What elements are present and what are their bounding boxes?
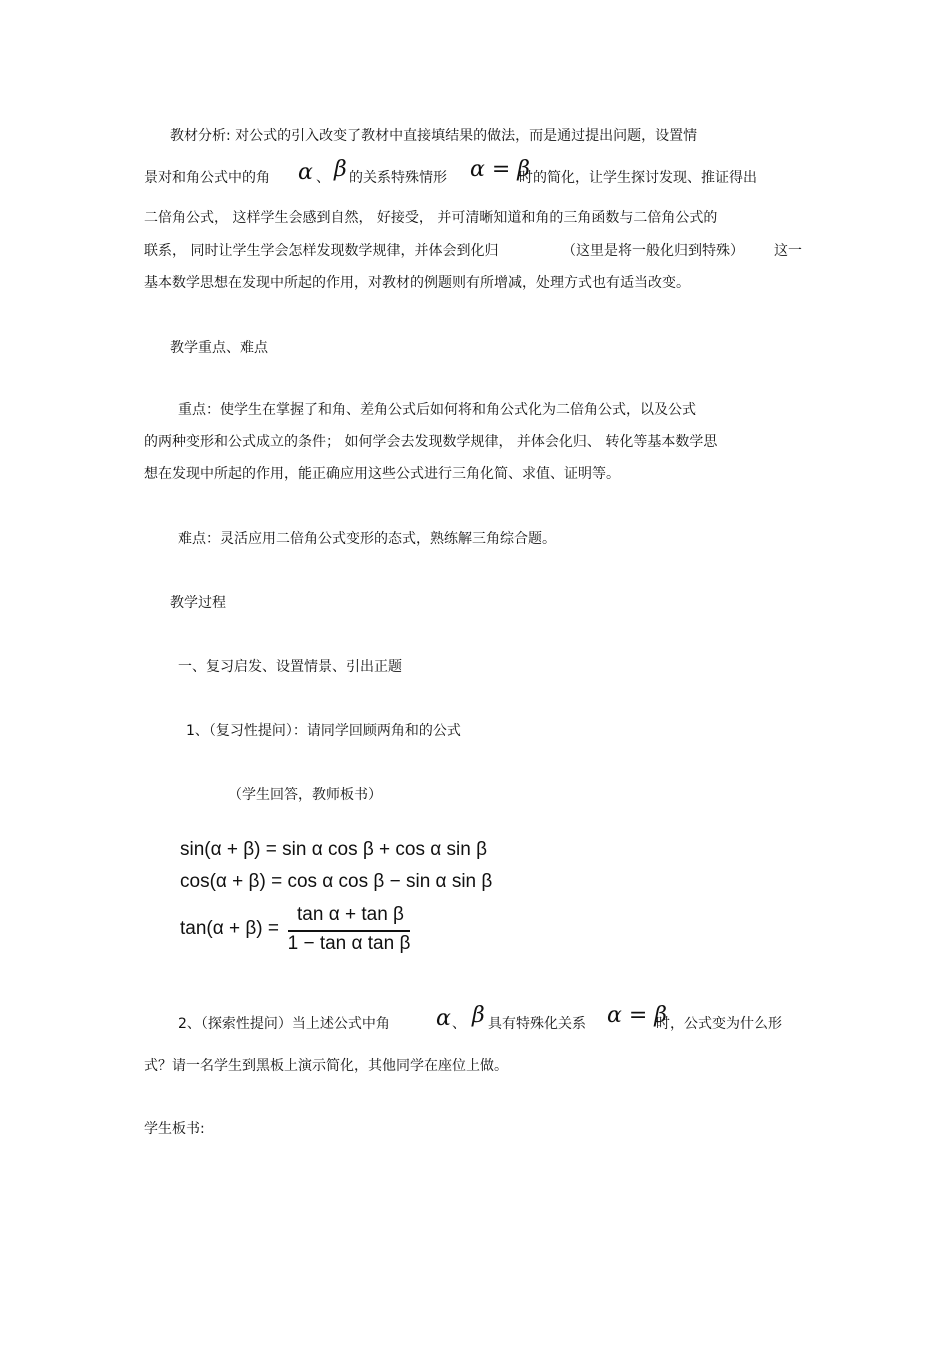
question-1-note: （学生回答，教师板书）	[228, 787, 382, 803]
analysis-line-2c: 时的简化，让学生探讨发现、推证得出	[519, 170, 757, 186]
key-point-line-2: 的两种变形和公式成立的条件； 如何学会去发现数学规律， 并体会化归、 转化等基本数学思	[144, 434, 718, 450]
beta-symbol: β	[472, 1003, 485, 1028]
key-point-line-1: 重点：使学生在掌握了和角、差角公式后如何将和角公式化为二倍角公式，以及公式	[178, 402, 696, 418]
cos-rhs: = cos α cos β − sin α sin β	[271, 871, 493, 892]
beta-symbol: β	[334, 157, 347, 182]
question-2b: 具有特殊化关系	[488, 1016, 586, 1032]
analysis-line-3: 二倍角公式， 这样学生会感到自然， 好接受， 并可清晰知道和角的三角函数与二倍角公式的	[144, 210, 718, 226]
analysis-line-1: 教材分析: 对公式的引入改变了教材中直接填结果的做法，而是通过提出问题，设置情	[170, 128, 698, 144]
separator: 、	[452, 1016, 466, 1032]
process-heading: 教学过程	[170, 595, 226, 611]
separator: 、	[316, 170, 330, 186]
tan-denominator: 1 − tan α tan β	[287, 933, 411, 954]
sin-rhs: = sin α cos β + cos α sin β	[265, 839, 488, 860]
analysis-line-2b: 的关系特殊情形	[349, 170, 447, 186]
question-1: 1、（复习性提问）：请同学回顾两角和的公式	[186, 723, 461, 739]
alpha-symbol: α	[436, 1006, 451, 1031]
analysis-line-5: 基本数学思想在发现中所起的作用，对教材的例题则有所增减，处理方式也有适当改变。	[144, 275, 690, 291]
question-2a: 2、（探索性提问）当上述公式中角	[178, 1016, 390, 1032]
cos-lhs: cos(α + β)	[180, 871, 266, 892]
sin-formula	[180, 839, 487, 861]
analysis-line-2a: 景对和角公式中的角	[144, 170, 270, 186]
tan-numerator: tan α + tan β	[297, 904, 404, 925]
sin-lhs: sin(α + β)	[180, 839, 261, 860]
analysis-line-4c: 这一	[774, 243, 802, 259]
cos-formula	[180, 871, 492, 893]
fraction-bar	[288, 930, 410, 932]
section-1-heading: 一、复习启发、设置情景、引出正题	[178, 659, 402, 675]
key-heading: 教学重点、难点	[170, 340, 268, 356]
student-board-label: 学生板书:	[144, 1121, 205, 1137]
difficulty-line: 难点：灵活应用二倍角公式变形的态式，熟练解三角综合题。	[178, 531, 556, 547]
analysis-line-4b: （这里是将一般化归到特殊）	[562, 243, 744, 259]
alpha-equals-beta: α = β	[470, 157, 530, 182]
analysis-line-4a: 联系， 同时让学生学会怎样发现数学规律，并体会到化归	[144, 243, 499, 259]
alpha-equals-beta: α = β	[607, 1003, 667, 1028]
key-point-line-3: 想在发现中所起的作用，能正确应用这些公式进行三角化简、求值、证明等。	[144, 466, 620, 482]
alpha-symbol: α	[298, 160, 313, 185]
tan-lhs: tan(α + β) =	[180, 918, 280, 939]
question-2c: 时，公式变为什么形	[656, 1016, 782, 1032]
question-2-line-2: 式？请一名学生到黑板上演示简化，其他同学在座位上做。	[144, 1058, 508, 1074]
